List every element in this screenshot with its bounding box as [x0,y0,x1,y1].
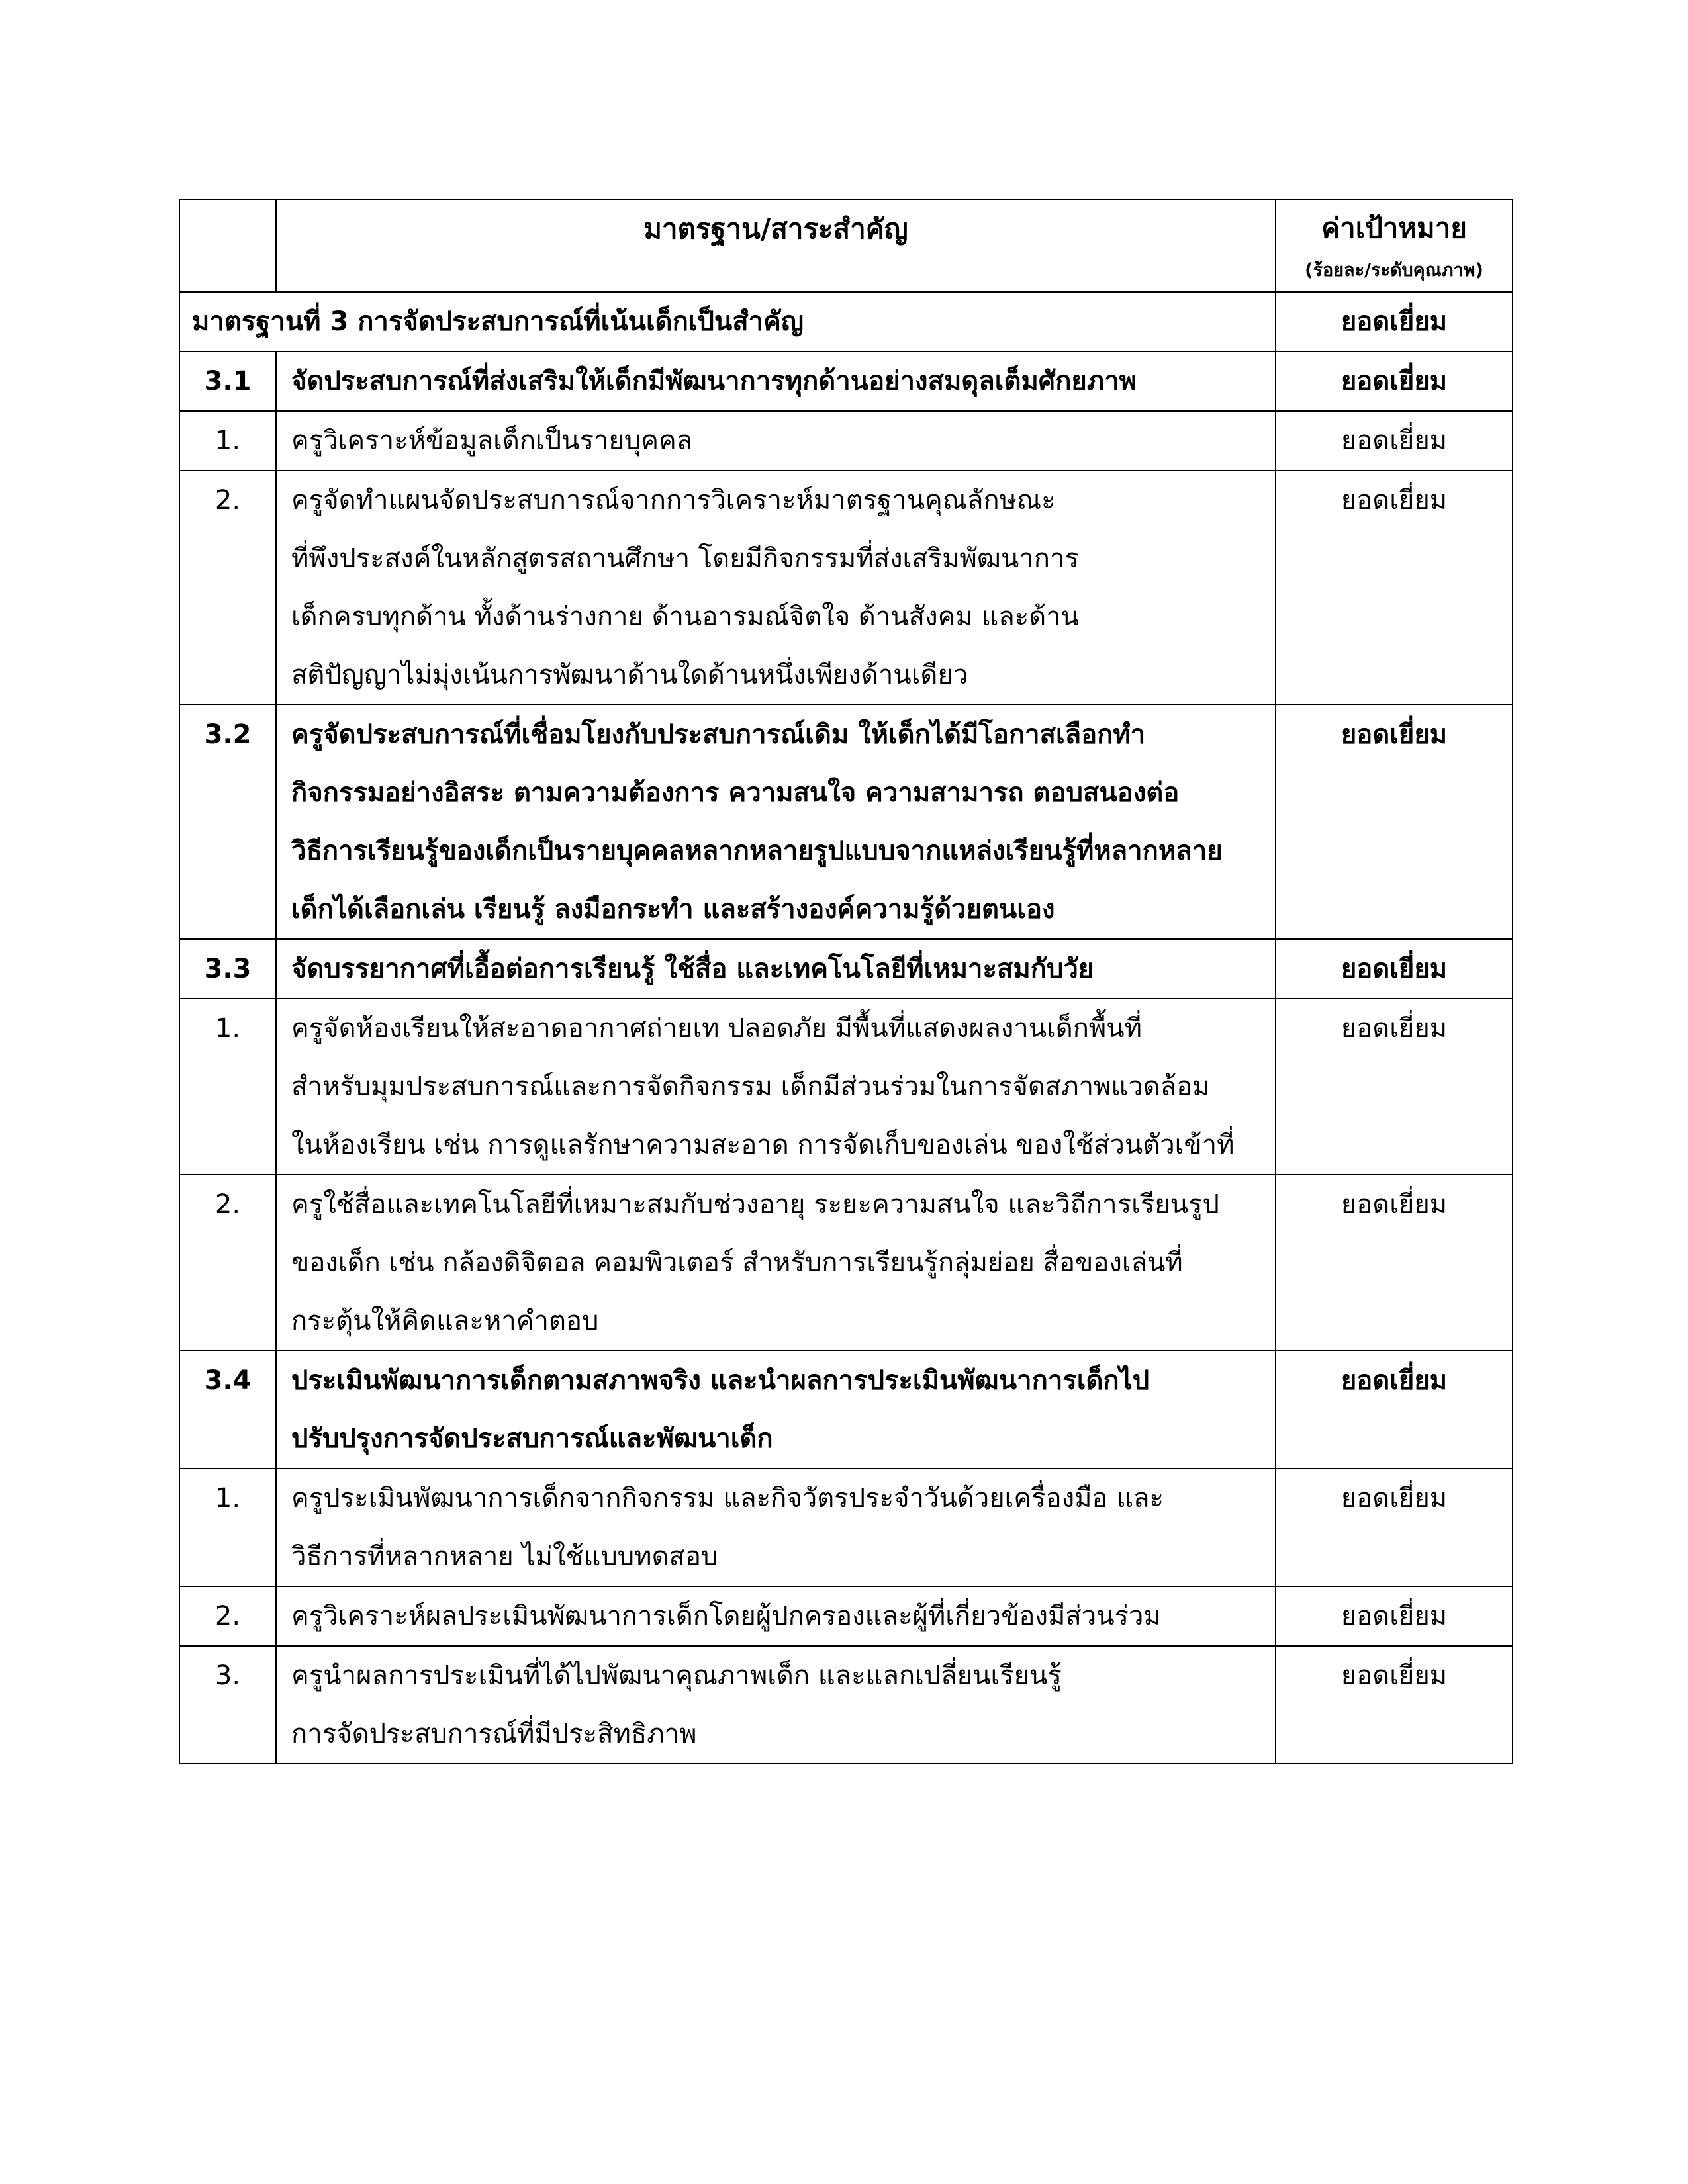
item-row-value-cell [1276,999,1513,1175]
item-row-number: 2. [214,1601,241,1631]
item-row-value: ยอดเยี่ยม [1340,426,1448,456]
header-title-cell [276,199,1276,292]
section-row-value-cell [1276,705,1513,939]
section-row-text-line: จัดบรรยากาศที่เอื้อต่อการเรียนรู้ ใช้สื่อ และเทคโนโลยีที่เหมาะสมกับวัย [291,954,1094,984]
item-row-number-cell [179,1175,276,1351]
section-row-number-cell [179,939,276,999]
section-row-value: ยอดเยี่ยม [1340,1365,1448,1396]
section-row-text-cell [276,705,1276,939]
standards-table [179,199,1513,1764]
section-row [179,939,1513,999]
item-row-value: ยอดเยี่ยม [1340,1483,1448,1514]
section-row-number: 3.1 [204,366,252,396]
item-row-number-cell [179,1646,276,1764]
section-row-number: 3.2 [204,719,252,750]
item-row [179,1469,1513,1586]
item-row-text-cell [276,1175,1276,1351]
item-row-number-cell [179,999,276,1175]
item-row-value: ยอดเยี่ยม [1340,1013,1448,1044]
item-row-number: 2. [214,1189,241,1220]
section-row-text-line: จัดประสบการณ์ที่ส่งเสริมให้เด็กมีพัฒนาการทุกด้านอย่างสมดุลเต็มศักยภาพ [291,366,1137,396]
section-row-text-line: วิธีการเรียนรู้ของเด็กเป็นรายบุคคลหลากหลายรูปแบบจากแหล่งเรียนรู้ที่หลากหลาย [291,836,1223,866]
standard-title: มาตรฐานที่ 3 การจัดประสบการณ์ที่เน้นเด็กเป็นสำคัญ [192,306,804,337]
section-row-text-cell [276,351,1276,411]
item-row-text-cell [276,1646,1276,1764]
item-row-value: ยอดเยี่ยม [1340,1189,1448,1220]
standard-value-cell [1276,292,1513,351]
item-row-text-line: ครูวิเคราะห์ผลประเมินพัฒนาการเด็กโดยผู้ปกครองและผู้ที่เกี่ยวข้องมีส่วนร่วม [291,1601,1161,1631]
item-row-value: ยอดเยี่ยม [1340,1661,1448,1691]
item-row [179,471,1513,705]
section-row-text-cell [276,1351,1276,1469]
standard-row [179,292,1513,351]
section-row [179,1351,1513,1469]
item-row-text-cell [276,1586,1276,1646]
item-row [179,999,1513,1175]
item-row [179,1175,1513,1351]
item-row-text-line: สำหรับมุมประสบการณ์และการจัดกิจกรรม เด็กมีส่วนร่วมในการจัดสภาพแวดล้อม [291,1071,1210,1102]
section-row-value-cell [1276,351,1513,411]
item-row-value-cell [1276,471,1513,705]
section-row-value-cell [1276,939,1513,999]
item-row-text-cell [276,999,1276,1175]
item-row-number: 1. [214,426,241,456]
standard-value: ยอดเยี่ยม [1340,306,1448,337]
section-row-text-line: ประเมินพัฒนาการเด็กตามสภาพจริง และนำผลการประเมินพัฒนาการเด็กไป [291,1365,1150,1396]
item-row-number: 1. [214,1013,241,1044]
item-row-value-cell [1276,1175,1513,1351]
section-row-number-cell [179,1351,276,1469]
item-row-value-cell [1276,1586,1513,1646]
item-row [179,1646,1513,1764]
section-row-number-cell [179,705,276,939]
section-row [179,351,1513,411]
section-row-value: ยอดเยี่ยม [1340,719,1448,750]
section-row-text-line: เด็กได้เลือกเล่น เรียนรู้ ลงมือกระทำ และสร้างองค์ความรู้ด้วยตนเอง [291,894,1055,925]
section-row-number-cell [179,351,276,411]
section-row-text-line: กิจกรรมอย่างอิสระ ตามความต้องการ ความสนใจ ความสามารถ ตอบสนองต่อ [291,778,1180,808]
item-row-text-cell [276,1469,1276,1586]
item-row-number: 2. [214,485,241,516]
item-row [179,1586,1513,1646]
item-row-text-line: ครูประเมินพัฒนาการเด็กจากกิจกรรม และกิจวัตรประจำวันด้วยเครื่องมือ และ [291,1483,1164,1514]
section-row-value-cell [1276,1351,1513,1469]
item-row-text-line: ครูใช้สื่อและเทคโนโลยีที่เหมาะสมกับช่วงอายุ ระยะความสนใจ และวิถีการเรียนรูป [291,1189,1219,1220]
header-row [179,199,1513,292]
item-row-number-cell [179,471,276,705]
header-title: มาตรฐาน/สาระสำคัญ [643,212,908,245]
section-row-number: 3.3 [204,954,252,984]
item-row-number-cell [179,411,276,471]
item-row-text-line: ของเด็ก เช่น กล้องดิจิตอล คอมพิวเตอร์ สำหรับการเรียนรู้กลุ่มย่อย สื่อของเล่นที่ [291,1248,1183,1278]
item-row-text-line: ครูนำผลการประเมินที่ได้ไปพัฒนาคุณภาพเด็ก และแลกเปลี่ยนเรียนรู้ [291,1661,1062,1691]
item-row-number-cell [179,1586,276,1646]
header-target-label: ค่าเป้าหมาย [1321,212,1467,244]
section-row-text-line: ครูจัดประสบการณ์ที่เชื่อมโยงกับประสบการณ์เดิม ให้เด็กได้มีโอกาสเลือกทำ [291,719,1146,750]
item-row-text-line: วิธีการที่หลากหลาย ไม่ใช้แบบทดสอบ [291,1541,718,1572]
item-row-value-cell [1276,1646,1513,1764]
item-row-text-line: ที่พึงประสงค์ในหลักสูตรสถานศึกษา โดยมีกิจกรรมที่ส่งเสริมพัฒนาการ [291,543,1079,574]
section-row [179,705,1513,939]
item-row-value: ยอดเยี่ยม [1340,1601,1448,1631]
item-row-value-cell [1276,1469,1513,1586]
item-row-text-line: การจัดประสบการณ์ที่มีประสิทธิภาพ [291,1719,697,1749]
section-row-value: ยอดเยี่ยม [1340,366,1448,396]
item-row-text-line: ครูจัดห้องเรียนให้สะอาดอากาศถ่ายเท ปลอดภัย มีพื้นที่แสดงผลงานเด็กพื้นที่ [291,1013,1142,1044]
item-row-text-cell [276,471,1276,705]
section-row-value: ยอดเยี่ยม [1340,954,1448,984]
item-row-number: 1. [214,1483,241,1514]
item-row-text-cell [276,411,1276,471]
item-row-number-cell [179,1469,276,1586]
item-row-number: 3. [214,1661,241,1691]
standard-title-cell [179,292,1276,351]
item-row-text-line: ครูวิเคราะห์ข้อมูลเด็กเป็นรายบุคคล [291,426,693,456]
item-row-text-line: เด็กครบทุกด้าน ทั้งด้านร่างกาย ด้านอารมณ์จิตใจ ด้านสังคม และด้าน [291,602,1080,632]
section-row-text-line: ปรับปรุงการจัดประสบการณ์และพัฒนาเด็ก [291,1424,773,1454]
section-row-text-cell [276,939,1276,999]
item-row [179,411,1513,471]
item-row-text-line: สติปัญญาไม่มุ่งเน้นการพัฒนาด้านใดด้านหนึ่งเพียงด้านเดียว [291,660,968,690]
standards-table-body [179,199,1513,1764]
header-target-sublabel: (ร้อยละ/ระดับคุณภาพ) [1305,260,1483,281]
item-row-value: ยอดเยี่ยม [1340,485,1448,516]
item-row-text-line: ในห้องเรียน เช่น การดูแลรักษาความสะอาด การจัดเก็บของเล่น ของใช้ส่วนตัวเข้าที่ [291,1130,1235,1160]
item-row-value-cell [1276,411,1513,471]
section-row-number: 3.4 [204,1365,252,1396]
item-row-text-line: ครูจัดทำแผนจัดประสบการณ์จากการวิเคราะห์มาตรฐานคุณลักษณะ [291,485,1056,516]
header-target-cell [1276,199,1513,292]
header-number-cell [179,199,276,292]
item-row-text-line: กระตุ้นให้คิดและหาคำตอบ [291,1306,599,1336]
